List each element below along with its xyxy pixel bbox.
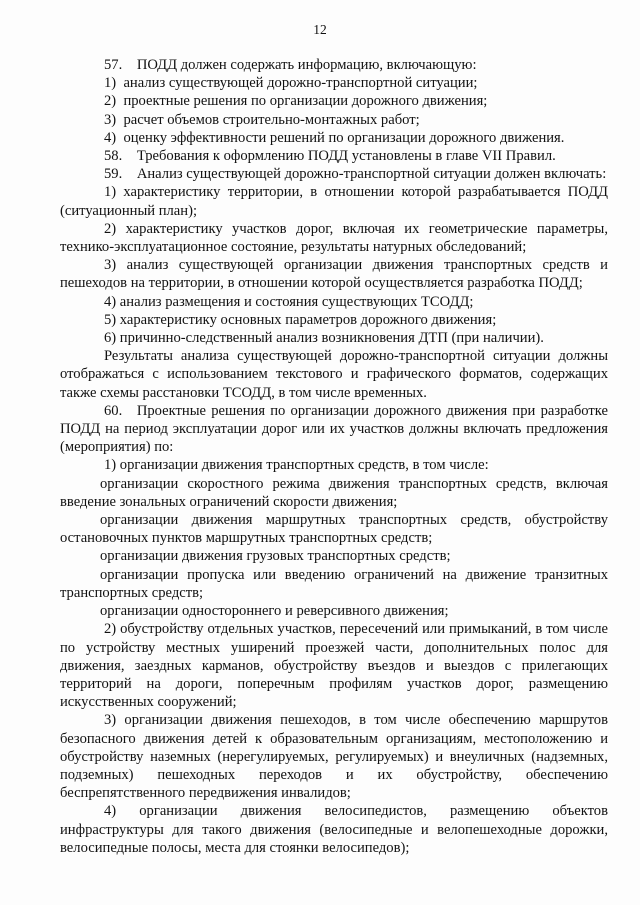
- paragraph: 4) оценку эффективности решений по организации дорожного движения.: [104, 129, 565, 146]
- paragraph: 2) обустройству отдельных участков, пересечений или примыканий, в том числе по устройству местных уширений проезжей части, дополнительных полос для движения, заездных карманов, обустройству въездов и выездов с прилегающих территорий на дороги, поперечным профилям участков дорог, размещению искусственных сооружений;: [60, 621, 608, 711]
- page-number: 12: [313, 22, 327, 37]
- paragraph: 58. Требования к оформлению ПОДД установлены в главе VII Правил.: [104, 148, 556, 165]
- paragraph: 60. Проектные решения по организации дорожного движения при разработке ПОДД на период эксплуатации дорог или их участков должны включать предложения (мероприятия) по:: [60, 402, 608, 456]
- paragraph: 1) анализ существующей дорожно-транспортной ситуации;: [104, 75, 478, 92]
- paragraph: 2) характеристику участков дорог, включая их геометрические параметры, технико-эксплуатационное состояние, результаты натурных обследований;: [60, 220, 608, 256]
- paragraph: Результаты анализа существующей дорожно-транспортной ситуации должны отображаться с использованием текстового и графического форматов, содержащих также схемы расстановки ТСОДД, в том числе временных.: [60, 348, 608, 401]
- paragraph: 5) характеристику основных параметров дорожного движения;: [104, 311, 497, 328]
- paragraph: организации пропуска или введению ограничений на движение транзитных транспортных средств;: [60, 566, 608, 601]
- paragraph: 3) организации движения пешеходов, в том числе обеспечению маршрутов безопасного движения детей к образовательным организациям, местоположению и обустройству наземных (нерегулируемых, регулируемых) и внеуличных (надземных, подземных) пешеходных переходов и их обустройству, обеспечению беспрепятственного передвижения инвалидов;: [60, 712, 608, 802]
- paragraph: 3) анализ существующей организации движения транспортных средств и пешеходов на территории, в отношении которой осуществляется разработка ПОДД;: [60, 257, 608, 292]
- paragraph: 3) расчет объемов строительно-монтажных работ;: [104, 111, 420, 128]
- paragraph: 57. ПОДД должен содержать информацию, включающую:: [104, 57, 477, 73]
- paragraph: 1) организации движения транспортных средств, в том числе:: [104, 457, 489, 474]
- paragraph: организации одностороннего и реверсивного движения;: [100, 603, 449, 620]
- paragraph: организации движения маршрутных транспортных средств, обустройству остановочных пунктов маршрутных транспортных средств;: [60, 512, 608, 547]
- paragraph: 2) проектные решения по организации дорожного движения;: [104, 93, 488, 110]
- paragraph: 1) характеристику территории, в отношении которой разрабатывается ПОДД (ситуационный план);: [60, 184, 608, 219]
- paragraph: организации скоростного режима движения транспортных средств, включая введение зональных ограничений скорости движения;: [60, 475, 608, 510]
- paragraph: 59. Анализ существующей дорожно-транспортной ситуации должен включать:: [104, 166, 607, 183]
- paragraph: 4) организации движения велосипедистов, размещению объектов инфраструктуры для такого движения (велосипедные и велопешеходные дорожки, велосипедные полосы, места для стоянки велосипедов);: [60, 803, 608, 856]
- paragraph: 4) анализ размещения и состояния существующих ТСОДД;: [104, 293, 474, 310]
- document-body: [60, 56, 608, 857]
- paragraph: организации движения грузовых транспортных средств;: [100, 548, 451, 565]
- paragraph: 6) причинно-следственный анализ возникновения ДТП (при наличии).: [104, 330, 544, 347]
